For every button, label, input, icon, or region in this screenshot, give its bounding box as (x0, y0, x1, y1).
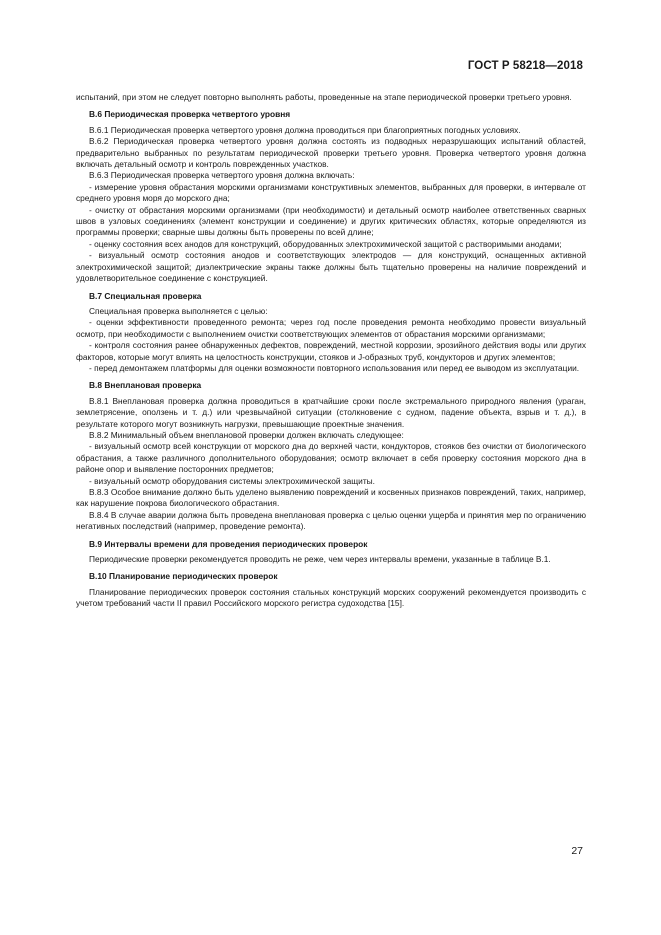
paragraph: В.8.2 Минимальный объем внеплановой проверки должен включать следующее: (89, 429, 404, 440)
page-number: 27 (571, 845, 583, 857)
list-item: - визуальный осмотр состояния анодов и соответствующих электродов — для конструкций, оснащенных активной электрохимической защитой; диэлектрические экраны также должны быть тщательно проверены на наличие повреждений и удовлетворительное соединение с конструкцией. (76, 250, 586, 284)
section-b7-heading: В.7 Специальная проверка (89, 290, 202, 301)
section-b9-heading: В.9 Интервалы времени для проведения периодических проверок (89, 538, 368, 549)
document-body (76, 92, 586, 610)
paragraph: Специальная проверка выполняется с целью: (89, 305, 268, 316)
paragraph: Планирование периодических проверок состояния стальных конструкций морских сооружений рекомендуется производить с учетом требований части II правил Российского морского регистра судоходства [15]. (76, 586, 586, 609)
list-item: - оценку состояния всех анодов для конструкций, оборудованных электрохимической защитой с растворимыми анодами; (89, 238, 562, 249)
paragraph: В.6.2 Периодическая проверка четвертого уровня должна состоять из подводных неразрушающих испытаний областей, предварительно выбранных по результатам периодической проверки третьего уровня. Проверка четвертого уровня должна включать детальный осмотр и контроль поврежденных участков. (76, 136, 586, 170)
list-item: - визуальный осмотр всей конструкции от морского дна до верхней части, кондукторов, стояков без очистки от биологического обрастания, а также различного дополнительного оборудования; осмотр включает в себя проверку состояния морского дна в районе опор и выявление посторонних предметов; (76, 441, 586, 475)
section-b6-heading: В.6 Периодическая проверка четвертого уровня (89, 109, 291, 120)
list-item: - очистку от обрастания морскими организмами (при необходимости) и детальный осмотр наиболее ответственных сварных швов в узловых соединениях (элемент конструкции и соединение) и других критических областях, которые определяются из программы проверки; сварные швы должны быть проверены по всей длине; (76, 204, 586, 238)
paragraph: В.6.3 Периодическая проверка четвертого уровня должна включать: (89, 170, 355, 181)
paragraph: Периодические проверки рекомендуется проводить не реже, чем через интервалы времени, указанные в таблице В.1. (89, 554, 551, 565)
list-item: - визуальный осмотр оборудования системы электрохимической защиты. (89, 475, 375, 486)
paragraph: В.8.4 В случае аварии должна быть проведена внеплановая проверка с целью оценки ущерба и принятия мер по ограничению негативных последствий (например, проведение ремонта). (76, 509, 586, 532)
paragraph: В.8.3 Особое внимание должно быть уделено выявлению повреждений и косвенных признаков повреждений, таких, например, как нарушение покрова биологического обрастания. (76, 487, 586, 509)
list-item: - оценки эффективности проведенного ремонта; через год после проведения ремонта необходимо провести визуальный осмотр, при необходимости с выполнением очистки соответствующих элементов от обрастания морскими организмами; (76, 317, 586, 339)
paragraph: В.8.1 Внеплановая проверка должна проводиться в кратчайшие сроки после экстремального природного явления (ураган, землетрясение, оползень и т. д.) или чрезвычайной ситуации (столкновение с судном, падение объекта, взрыв и т. д.), в результате которого могут возникнуть нагрузки, превышающие проектные значения. (76, 395, 586, 429)
list-item: - перед демонтажем платформы для оценки возможности повторного использования или перед ее выводом из эксплуатации. (89, 362, 580, 373)
section-b8-heading: В.8 Внеплановая проверка (89, 380, 202, 391)
paragraph: В.6.1 Периодическая проверка четвертого уровня должна проводиться при благоприятных погодных условиях. (89, 124, 521, 135)
intro-paragraph: испытаний, при этом не следует повторно выполнять работы, проведенные на этапе периодической проверки третьего уровня. (76, 92, 572, 102)
list-item: - контроля состояния ранее обнаруженных дефектов, повреждений, местной коррозии, эрозийного действия воды или других факторов, которые могут влиять на целостность конструкции, стояков и J-образных труб, кондукторов и других элементов; (76, 340, 586, 362)
section-b10-heading: В.10 Планирование периодических проверок (89, 571, 278, 582)
list-item: - измерение уровня обрастания морскими организмами конструктивных элементов, выбранных для проверки, в интервале от среднего уровня моря до морского дна; (76, 181, 586, 204)
document-code: ГОСТ Р 58218—2018 (467, 60, 583, 72)
